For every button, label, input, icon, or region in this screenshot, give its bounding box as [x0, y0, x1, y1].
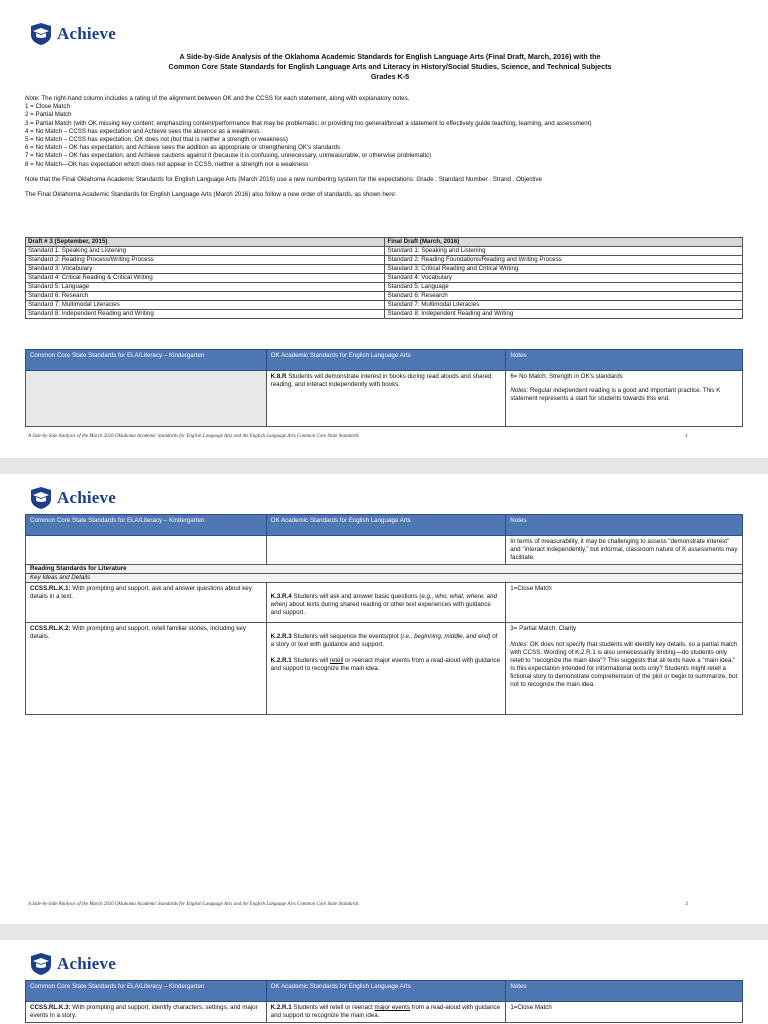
- ok-standard-cell: K.2.R.1 Students will retell or reenact major events from a read-aloud with guidance and support to recognize the main idea.: [266, 1002, 506, 1023]
- notes-cell: 1=Close Match: [506, 1002, 743, 1023]
- mortarboard-shield-icon: [28, 952, 54, 976]
- ccss-col-header: Common Core State Standards for ELA/Literacy – Kindergarten: [26, 515, 267, 536]
- numbering-note: Note that the Final Oklahoma Academic Standards for English Language Arts (March 2016) use a new numbering system for the expectations: Grade . Standard Number . Strand . Objective: [25, 175, 542, 183]
- empty-cell: [266, 536, 506, 565]
- table-row: [26, 1002, 743, 1023]
- subsection-row: [26, 574, 743, 583]
- ok-col-header: OK Academic Standards for English Language Arts: [266, 981, 506, 1002]
- page-3: [0, 940, 768, 1024]
- ok-standard-cell: K.3.R.4 Students will ask and answer basic questions (e.g., who, what, where, and when) about texts during shared reading or other text experiences with guidance and support.: [266, 583, 506, 623]
- table-row: Standard 4: Critical Reading & Critical Writing Standard 4: Vocabulary: [26, 274, 743, 283]
- notes-cell: 3= Partial Match; Clarity Notes: OK does not specify that students will identify key details, so a partial match with CCSS. Wording of K.2.R.1 is also unnecessarily limiting—do students only retell to "recognize the main idea"? This suggests that all texts have a "main idea." Is this expectation intended for informational texts only? Students might retell a fictional story to demonstrate comprehension of the plot or begin to summarize, but not to recognize the main idea.: [506, 623, 743, 715]
- achieve-logo: [28, 486, 116, 510]
- page-number: 1: [685, 433, 688, 439]
- section-row: [26, 565, 743, 574]
- table-row: [26, 623, 743, 715]
- alignment-table-p3: [25, 980, 743, 1023]
- notes-col-header: Notes: [506, 350, 743, 371]
- ok-standard-cell: K.8.R Students will demonstrate interest in books during read alouds and shared reading, and interact independently with books.: [266, 371, 506, 427]
- notes-col-header: Notes: [506, 515, 743, 536]
- rating-5: 5 = No Match – CCSS has expectation, OK does not (but that is neither a strength or weakness): [25, 136, 288, 144]
- section-title: Reading Standards for Literature: [26, 565, 743, 574]
- rating-6: 6 = No Match – OK has expectation, and Achieve sees the addition as appropriate or strengthening OK's standards: [25, 144, 341, 152]
- alignment-table-p2: [25, 514, 743, 715]
- rating-4: 4 = No Match – CCSS has expectation and Achieve sees the absence as a weakness.: [25, 127, 262, 135]
- page-number: 2: [685, 901, 688, 907]
- ccss-standard-cell: CCSS.RL.K.2: With prompting and support, retell familiar stories, including key details.: [26, 623, 267, 715]
- draft-header: Draft # 3 (September, 2015): [26, 238, 385, 247]
- table-row: Standard 3: Vocabulary Standard 3: Critical Reading and Critical Writing: [26, 265, 743, 274]
- table-row: Standard 6: Research Standard 6: Research: [26, 292, 743, 301]
- notes-cell: 1=Close Match: [506, 583, 743, 623]
- table-row: [26, 371, 743, 427]
- title-line-1: A Side-by-Side Analysis of the Oklahoma Academic Standards for English Language Arts (Final Draft, March, 2016) with the: [179, 52, 601, 61]
- page-footer: A Side-by-Side Analysis of the March 2016 Oklahoma Academic Standards for English Language Arts and the English Language Arts Common Core State Standards: [28, 902, 359, 907]
- title-line-3: Grades K-5: [370, 72, 410, 81]
- note-intro: Note: The right-hand column includes a rating of the alignment between OK and the CCSS for each statement, along with explanatory notes.: [25, 95, 410, 102]
- page-1: [0, 0, 768, 458]
- table-row: Standard 7: Multimodal Literacies Standard 7: Multimodal Literacies: [26, 301, 743, 310]
- table-row: Standard 2: Reading Process/Writing Process Standard 2: Reading Foundations/Reading and Writing Process: [26, 256, 743, 265]
- rating-2: 2 = Partial Match: [25, 111, 72, 119]
- ccss-standard-cell: CCSS.RL.K.3: With prompting and support, identify characters, settings, and major events in a story.: [26, 1002, 267, 1023]
- ccss-col-header: Common Core State Standards for ELA/Literacy – Kindergarten: [26, 981, 267, 1002]
- rating-7: 7 = No Match – OK has expectation, and Achieve cautions against it (because it is confusing, unnecessary, unmeasurable, or otherwise problematic): [25, 152, 432, 160]
- ccss-standard-cell: CCSS.RL.K.1: With prompting and support, ask and answer questions about key details in a text.: [26, 583, 267, 623]
- table-row: Standard 1: Speaking and Listening Standard 1: Speaking and Listening: [26, 247, 743, 256]
- rating-3: 3 = Partial Match (with OK missing key content; emphasizing content/performance that may be problematic; or providing too general/broad a statement to effectively guide teaching, learning, and assessment): [25, 119, 592, 127]
- table-row: [26, 583, 743, 623]
- alignment-table-p1: [25, 349, 743, 427]
- brand-name: Achieve: [57, 488, 116, 507]
- title-line-2: Common Core State Standards for English Language Arts and Literacy in History/Social Studies, Science, and Technical Subjects: [168, 62, 612, 71]
- page-footer: A Side-by-Side Analysis of the March 2016 Oklahoma Academic Standards for English Language Arts and the English Language Arts Common Core State Standards: [28, 434, 359, 439]
- brand-name: Achieve: [57, 954, 116, 973]
- ok-col-header: OK Academic Standards for English Language Arts: [266, 515, 506, 536]
- page-gap: [0, 924, 768, 940]
- section-subtitle: Key Ideas and Details: [26, 574, 743, 583]
- page-2: [0, 474, 768, 924]
- empty-cell: [26, 536, 267, 565]
- page-gap: [0, 458, 768, 474]
- final-header: Final Draft (March, 2016): [385, 238, 743, 247]
- table-row: [26, 536, 743, 565]
- achieve-logo: [28, 952, 116, 976]
- table-row: Standard 8: Independent Reading and Writing Standard 8: Independent Reading and Writing: [26, 310, 743, 319]
- brand-name: Achieve: [57, 24, 116, 43]
- empty-ccss-cell: [26, 371, 267, 427]
- notes-col-header: Notes: [506, 981, 743, 1002]
- achieve-logo: [28, 22, 116, 46]
- document-title: [110, 52, 670, 82]
- rating-1: 1 = Close Match: [25, 103, 70, 111]
- rating-notes: [25, 95, 765, 199]
- mortarboard-shield-icon: [28, 22, 54, 46]
- mortarboard-shield-icon: [28, 486, 54, 510]
- ccss-col-header: Common Core State Standards for ELA/Literacy – Kindergarten: [26, 350, 267, 371]
- order-note: The Final Oklahoma Academic Standards for English Language Arts (March 2016) also follow a new order of standards, as shown here:: [25, 191, 397, 199]
- notes-cell: 6= No Match; Strength in OK's standards Notes: Regular independent reading is a good and important practice. This K statement represents a start for students towards this end.: [506, 371, 743, 427]
- ok-standard-cell: K.2.R.3 Students will sequence the events/plot (i.e., beginning, middle, and end) of a story or text with guidance and support. K.2.R.1 Students will retell or reenact major events from a read-aloud with guidance and support to recognize the main idea.: [266, 623, 506, 715]
- rating-8: 8 = No Match—OK has expectation which does not appear in CCSS, neither a strength nor a weakness: [25, 160, 309, 168]
- standards-order-table: [25, 237, 743, 319]
- table-row: Standard 5: Language Standard 5: Language: [26, 283, 743, 292]
- notes-cell: In terms of measurability, it may be challenging to assess "demonstrate interest" and "interact independently," but informal, classroom nature of K assessments may facilitate.: [506, 536, 743, 565]
- ok-col-header: OK Academic Standards for English Language Arts: [266, 350, 506, 371]
